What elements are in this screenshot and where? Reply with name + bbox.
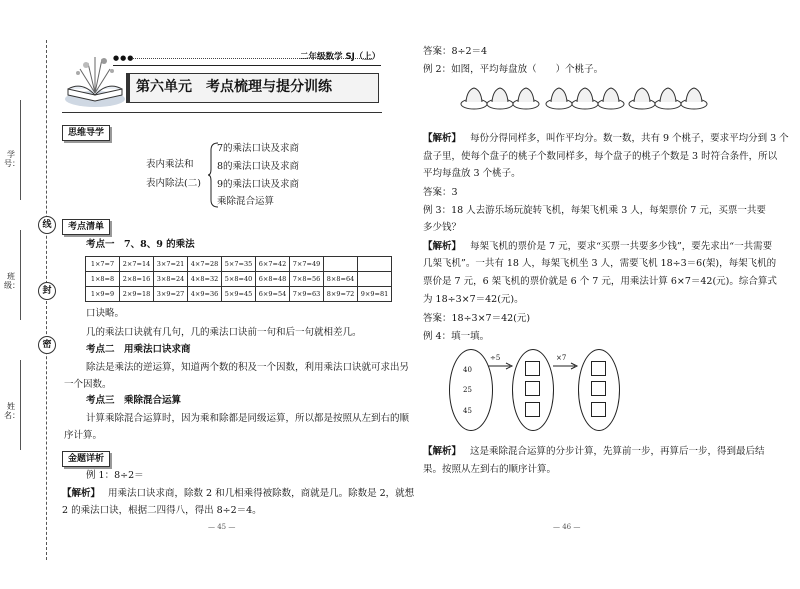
answer-3: 答案：18÷3×7＝42(元) [423, 313, 531, 324]
unit-title: 第六单元 考点梳理与提分训练 [136, 79, 332, 95]
example-4: 例 4：填一填。 [423, 331, 490, 342]
ex2-analysis-line-2: 盘子里，使每个盘子的桃子个数同样多，每个盘子的桃子个数是 3 时符合条件，所以 [423, 151, 778, 162]
table-cell: 3×8=24 [154, 272, 188, 287]
ex4-analysis-tag: 【解析】 [423, 446, 462, 457]
class-underline [20, 230, 21, 320]
table-cell: 7×9=63 [290, 287, 324, 302]
mindmap-item-3: 9的乘法口诀及求商 [217, 179, 300, 190]
kp1-para-1: 口诀略。 [86, 308, 125, 319]
table-cell: 3×7=21 [154, 257, 188, 272]
flow-out-box-3[interactable] [591, 402, 606, 417]
page-number-right: — 46 — [553, 523, 581, 531]
answer-2: 答案：3 [423, 187, 458, 198]
ex3-analysis-line-3: 票价是 7 元，6 架飞机的票价就是 6 个 7 元，用乘法计算 6×7＝42(元)。综合算式 [423, 276, 777, 287]
book-illustration [62, 55, 128, 111]
name-label: 姓名： [4, 402, 20, 420]
kp2-line-1: 除法是乘法的逆运算，知道两个数的积及一个因数，利用乘法口诀就可求出另 [86, 362, 410, 373]
plate-2 [546, 88, 624, 109]
seal-mi: 密 [38, 336, 56, 354]
flow-mid-box-1[interactable] [525, 361, 540, 376]
kp3-title: 考点三 乘除混合运算 [86, 395, 182, 406]
table-cell: 1×9=9 [86, 287, 120, 302]
table-row [86, 257, 392, 272]
flow-mid-box-3[interactable] [525, 402, 540, 417]
table-cell: 5×8=40 [222, 272, 256, 287]
page-number-left: — 45 — [208, 523, 236, 531]
flow-out-box-1[interactable] [591, 361, 606, 376]
student-id-underline [20, 100, 21, 200]
ex2-analysis-line-3: 平均每盘放 3 个桃子。 [423, 168, 521, 179]
ex3-analysis-tag: 【解析】 [423, 241, 462, 252]
example-2: 例 2：如图，平均每盘放（ ）个桃子。 [423, 64, 604, 75]
seal-xian: 线 [38, 216, 56, 234]
mindmap-left-1: 表内乘法和 [146, 159, 194, 170]
flow-out-box-2[interactable] [591, 381, 606, 396]
header-underline [113, 65, 381, 66]
example-3-line-1: 例 3：18 人去游乐场玩旋转飞机，每架飞机乘 3 人，每架票价 7 元，买票一共要 [423, 205, 766, 216]
table-cell: 2×9=18 [120, 287, 154, 302]
peach-plates-illustration [458, 82, 708, 112]
kp2-line-2: 一个因数。 [64, 379, 112, 390]
table-cell [358, 272, 392, 287]
mindmap-item-4: 乘除混合运算 [217, 196, 275, 207]
table-cell: 2×8=16 [120, 272, 154, 287]
answer-1: 答案：8÷2＝4 [423, 46, 488, 57]
table-cell: 4×7=28 [188, 257, 222, 272]
ex1-analysis-line-1: 用乘法口诀求商，除数 2 和几相乘得被除数，商就是几。除数是 2，就想 [108, 488, 415, 499]
flow-mid-box-2[interactable] [525, 381, 540, 396]
section-tag-checklist: 考点清单 [62, 219, 110, 235]
flow-value-40: 40 [463, 366, 472, 374]
ex1-analysis-line-2: 2 的乘法口诀，根据二四得八，得出 8÷2＝4。 [62, 505, 262, 516]
ex1-analysis-tag: 【解析】 [62, 488, 101, 499]
flow-op-divide: ÷5 [490, 354, 501, 362]
table-cell: 9×9=81 [358, 287, 392, 302]
table-cell: 7×8=56 [290, 272, 324, 287]
section-divider [62, 112, 382, 113]
ex3-analysis-line-2: 几架飞机”。一共有 18 人，每架飞机坐 3 人，需要飞机 18÷3＝6(架)，每架飞机的 [423, 258, 777, 269]
ex2-analysis-line-1: 每份分得同样多，叫作平均分。数一数，共有 9 个桃子，要求平均分到 3 个 [470, 133, 789, 144]
mindmap-item-2: 8的乘法口诀及求商 [217, 161, 300, 172]
table-cell: 4×8=32 [188, 272, 222, 287]
table-cell: 1×7=7 [86, 257, 120, 272]
section-tag-examples: 金题详析 [62, 451, 110, 467]
student-id-label: 学号： [4, 150, 20, 168]
ex3-analysis-line-1: 每架飞机的票价是 7 元，要求“买票一共要多少钱”，要先求出“一共需要 [470, 241, 773, 252]
flow-op-multiply: ×7 [556, 354, 567, 362]
table-cell: 7×7=49 [290, 257, 324, 272]
class-label: 班级： [4, 272, 20, 290]
table-row [86, 272, 392, 287]
table-cell: 1×8=8 [86, 272, 120, 287]
kp3-line-2: 序计算。 [64, 430, 103, 441]
plate-1 [461, 88, 539, 109]
seal-feng: 封 [38, 282, 56, 300]
ex4-analysis-line-2: 果。按照从左到右的顺序计算。 [423, 464, 557, 475]
multiplication-table [85, 256, 392, 302]
example-3-line-2: 多少钱？ [423, 222, 462, 233]
arrow-1 [488, 362, 514, 370]
kp1-title: 考点一 7、8、9 的乘法 [86, 239, 195, 250]
table-cell: 5×7=35 [222, 257, 256, 272]
flow-value-25: 25 [463, 386, 472, 394]
header-grade: 二年级数学 SJ（上） [300, 52, 381, 62]
table-cell: 6×9=54 [256, 287, 290, 302]
table-cell: 6×7=42 [256, 257, 290, 272]
table-cell: 4×9=36 [188, 287, 222, 302]
table-cell: 2×7=14 [120, 257, 154, 272]
kp3-line-1: 计算乘除混合运算时，因为乘和除都是同级运算，所以都是按照从左到右的顺 [86, 413, 410, 424]
mindmap-left-2: 表内除法(二) [146, 178, 201, 189]
table-cell [324, 257, 358, 272]
table-row [86, 287, 392, 302]
ex4-analysis-line-1: 这是乘除混合运算的分步计算，先算前一步，再算后一步，得到最后结 [470, 446, 765, 457]
example-1: 例 1：8÷2＝ [86, 470, 144, 481]
table-cell: 3×9=27 [154, 287, 188, 302]
mindmap-item-1: 7的乘法口诀及求商 [217, 143, 300, 154]
name-underline [20, 360, 21, 450]
plate-3 [629, 88, 707, 109]
binding-line [46, 40, 47, 560]
table-cell: 8×8=64 [324, 272, 358, 287]
table-cell: 6×8=48 [256, 272, 290, 287]
table-cell [358, 257, 392, 272]
header-dots: ●●● [113, 54, 135, 62]
kp2-title: 考点二 用乘法口诀求商 [86, 344, 191, 355]
flow-value-45: 45 [463, 407, 472, 415]
ex2-analysis-tag: 【解析】 [423, 133, 462, 144]
ex3-analysis-line-4: 为 18÷3×7＝42(元)。 [423, 294, 524, 305]
arrow-2 [553, 362, 579, 370]
table-cell: 8×9=72 [324, 287, 358, 302]
table-cell: 5×9=45 [222, 287, 256, 302]
section-tag-mindmap: 思维导学 [62, 125, 110, 141]
kp1-para-2: 几的乘法口诀就有几句，几的乘法口诀前一句和后一句就相差几。 [86, 327, 362, 338]
